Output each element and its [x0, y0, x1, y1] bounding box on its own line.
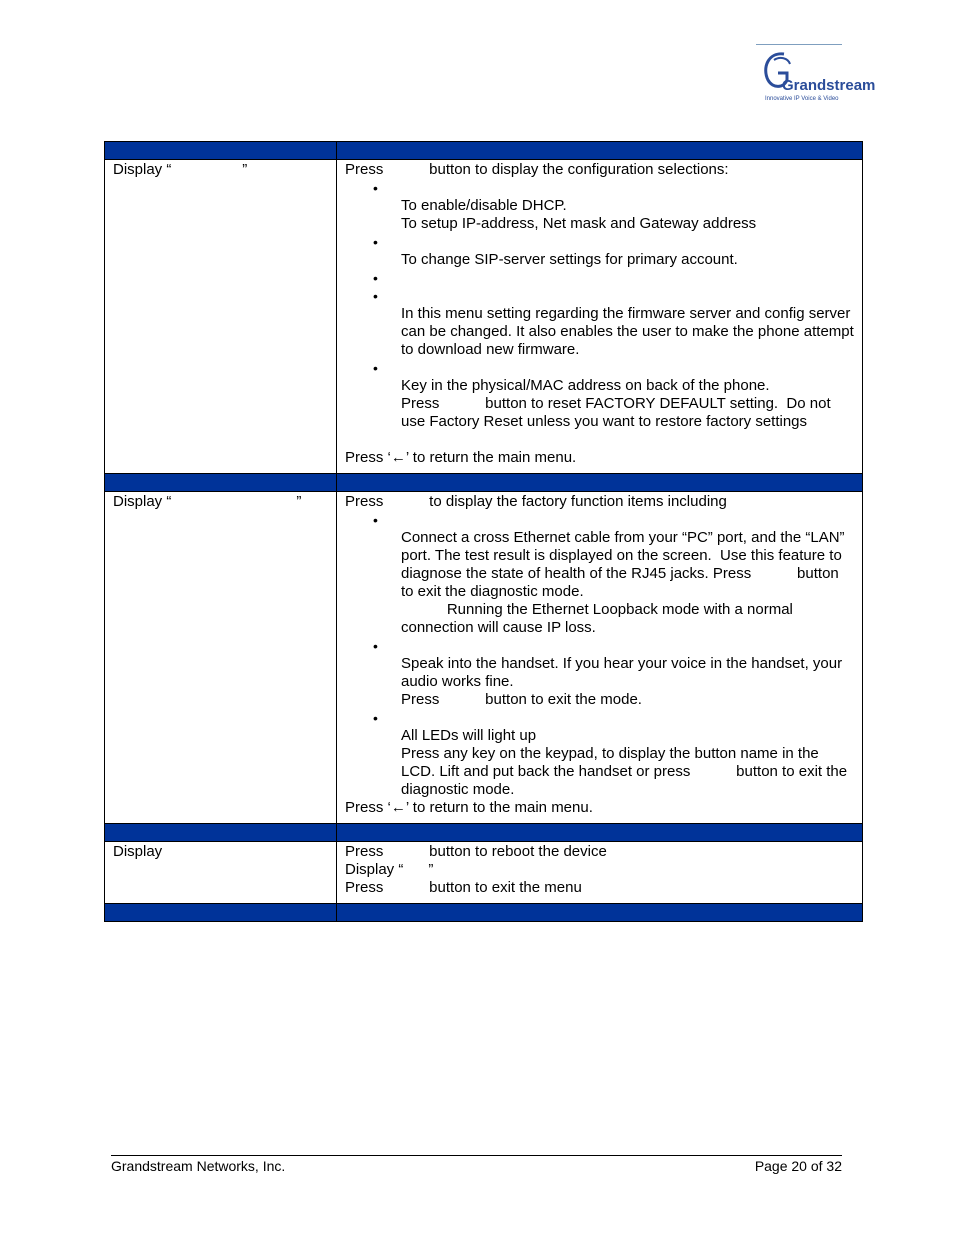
indented-text: To enable/disable DHCP. [401, 197, 567, 214]
band-cell [105, 824, 337, 842]
band-cell [105, 474, 337, 492]
indented-text: All LEDs will light up [401, 727, 537, 744]
bullet-icon: • [373, 710, 378, 726]
menu-option-label: Display [113, 843, 163, 860]
band-cell [337, 474, 863, 492]
indented-text: In this menu setting regarding the firmware server and config server can be changed. It also enables the user to make the phone attempt to download new firmware. [401, 305, 858, 358]
description-line: Press button to display the configuration selections: [345, 161, 729, 178]
indented-text: Key in the physical/MAC address on back of the phone. [401, 377, 770, 394]
logo-rule [756, 44, 842, 45]
description-line: Press to display the factory function items including [345, 493, 727, 510]
bullet-icon: • [373, 638, 378, 654]
table-row [105, 160, 863, 474]
menu-option-cell [105, 160, 337, 474]
spacer [345, 431, 854, 449]
bullet-item [345, 511, 854, 529]
menu-option-label: Display “ ” [113, 161, 248, 178]
table-band-row [105, 904, 863, 922]
table-row [105, 842, 863, 904]
description-line: Press button to reboot the device [345, 843, 607, 860]
bullet-item [345, 233, 854, 251]
footer-page-number: Page 20 of 32 [754, 1158, 842, 1174]
band-cell [337, 824, 863, 842]
bullet-item [345, 287, 854, 305]
menu-description-cell [337, 492, 863, 824]
table-band-row [105, 142, 863, 160]
bullet-icon: • [373, 180, 378, 196]
indented-text: Running the Ethernet Loopback mode with a normal connection will cause IP loss. [401, 601, 798, 636]
menu-table [104, 141, 863, 922]
menu-option-cell [105, 842, 337, 904]
description-line: Press button to exit the menu [345, 879, 582, 896]
table-row [105, 492, 863, 824]
description-body [337, 492, 862, 823]
band-cell [337, 904, 863, 922]
bullet-item [345, 179, 854, 197]
band-cell [105, 904, 337, 922]
bullet-icon: • [373, 512, 378, 528]
menu-description-cell [337, 160, 863, 474]
menu-table-body [105, 142, 863, 922]
bullet-icon: • [373, 288, 378, 304]
menu-description-cell [337, 842, 863, 904]
band-cell [337, 142, 863, 160]
bullet-item [345, 269, 854, 287]
band-cell [105, 142, 337, 160]
indented-text: To setup IP-address, Net mask and Gateway address [401, 215, 757, 232]
page-footer [111, 1155, 842, 1174]
table-band-row [105, 824, 863, 842]
indented-text: Press button to exit the mode. [401, 691, 642, 708]
description-line: Press ‘←’ to return to the main menu. [345, 799, 593, 816]
menu-option-cell [105, 492, 337, 824]
indented-text: Press button to reset FACTORY DEFAULT setting. Do not use Factory Reset unless you want to restore factory settings [401, 395, 835, 430]
bullet-item [345, 637, 854, 655]
logo-brand-text: Grandstream [782, 77, 876, 94]
bullet-icon: • [373, 234, 378, 250]
bullet-icon: • [373, 270, 378, 286]
indented-text: Press any key on the keypad, to display the button name in the LCD. Lift and put back the handset or press button to exit the diagnostic mode. [401, 745, 852, 798]
description-body [337, 842, 862, 903]
grandstream-logo-mark [760, 50, 876, 102]
description-line: Press ‘←’ to return the main menu. [345, 449, 577, 466]
bullet-item [345, 359, 854, 377]
indented-text: To change SIP-server settings for primary account. [401, 251, 738, 268]
footer-company: Grandstream Networks, Inc. [111, 1158, 286, 1174]
bullet-icon: • [373, 360, 378, 376]
description-body [337, 160, 862, 473]
grandstream-logo [756, 44, 876, 102]
logo-tagline-text: Innovative IP Voice & Video [765, 96, 839, 102]
indented-text: Connect a cross Ethernet cable from your “PC” port, and the “LAN” port. The test result is displayed on the screen. Use this feature to diagnose the state of health of the RJ45 jacks. Press button to exit the diagnostic mode. [401, 529, 849, 600]
description-line: Display “ ” [345, 861, 434, 878]
menu-option-label: Display “ ” [113, 493, 302, 510]
indented-text: Speak into the handset. If you hear your voice in the handset, your audio works fine. [401, 655, 847, 690]
table-band-row [105, 474, 863, 492]
bullet-item [345, 709, 854, 727]
